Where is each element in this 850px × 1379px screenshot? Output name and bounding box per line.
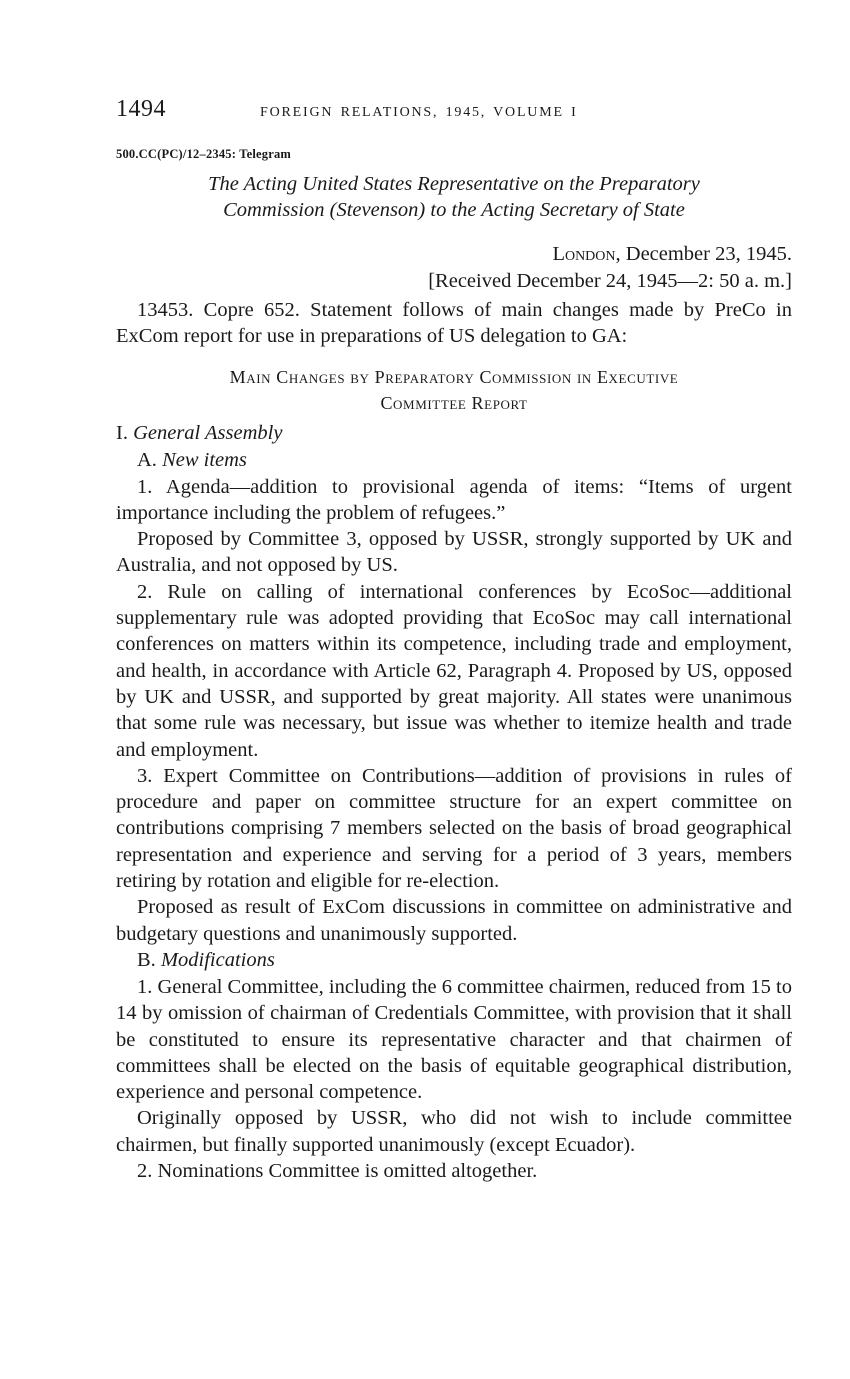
title-line-2: Commission (Stevenson) to the Acting Secretary of State [223, 199, 685, 221]
intro-paragraph: 13453. Copre 652. Statement follows of main changes made by PreCo in ExCom report for use in preparations of US delegation to GA: [116, 299, 792, 348]
subsection-A-title: New items [162, 448, 247, 471]
running-head: FOREIGN RELATIONS, 1945, VOLUME I [260, 105, 578, 120]
document-page [116, 96, 792, 1184]
subsection-A-heading [116, 447, 792, 474]
section-I-heading [116, 420, 792, 447]
date: , December 23, 1945. [615, 243, 792, 265]
page-header [116, 96, 792, 130]
subsection-B-heading [116, 947, 792, 974]
section-I-number: I. [116, 421, 128, 444]
file-reference: 500.CC(PC)/12–2345: Telegram [116, 147, 292, 161]
item-A3-note: Proposed as result of ExCom discussions in committee on administrative and budgetary questions and unanimously supported. [116, 896, 792, 945]
section-heading-line-1: Main Changes by Preparatory Commission in Executive [229, 366, 679, 387]
item-A1-note: Proposed by Committee 3, opposed by USSR, strongly supported by UK and Australia, and not opposed by US. [116, 528, 792, 577]
received-line: [Received December 24, 1945—2: 50 a. m.] [428, 269, 792, 292]
section-heading [116, 364, 792, 416]
item-A3: 3. Expert Committee on Contributions—addition of provisions in rules of procedure and paper on committee structure for an expert committee on contributions comprising 7 members selected on the basis of broad geographical representation and experience and serving for a period of 3 years, members retiring by rotation and eligible for re-election. [116, 764, 792, 893]
page-number: 1494 [116, 96, 166, 122]
place: London [552, 243, 616, 265]
place-date [116, 241, 792, 268]
item-A1: 1. Agenda—addition to provisional agenda of items: “Items of urgent importance including the problem of refugees.” [116, 475, 792, 524]
document-title [116, 171, 792, 223]
title-line-1: The Acting United States Representative on the Preparatory [208, 173, 700, 195]
section-heading-line-2: Committee Report [380, 392, 528, 413]
item-A2: 2. Rule on calling of international conferences by EcoSoc—additional supplementary rule was adopted providing that EcoSoc may call international conferences on matters within its competence, including trade and employment, and health, in accordance with Article 62, Paragraph 4. Proposed by US, opposed by UK and USSR, and supported by great majority. All states were unanimous that some rule was necessary, but issue was whether to itemize health and trade and employment. [116, 580, 792, 761]
subsection-A-number: A. [137, 448, 157, 471]
dateline [116, 241, 792, 294]
subsection-B-title: Modifications [160, 948, 275, 971]
item-B1-note: Originally opposed by USSR, who did not wish to include committee chairmen, but finally supported unanimously (except Ecuador). [116, 1107, 792, 1156]
section-I-title: General Assembly [133, 421, 283, 444]
item-B1: 1. General Committee, including the 6 committee chairmen, reduced from 15 to 14 by omission of chairman of Credentials Committee, with provision that it shall be constituted to ensure its representative character and that chairmen of committees shall be elected on the basis of equitable geographical distribution, experience and personal competence. [116, 975, 792, 1104]
item-B2: 2. Nominations Committee is omitted altogether. [137, 1160, 538, 1183]
subsection-B-number: B. [137, 948, 156, 971]
